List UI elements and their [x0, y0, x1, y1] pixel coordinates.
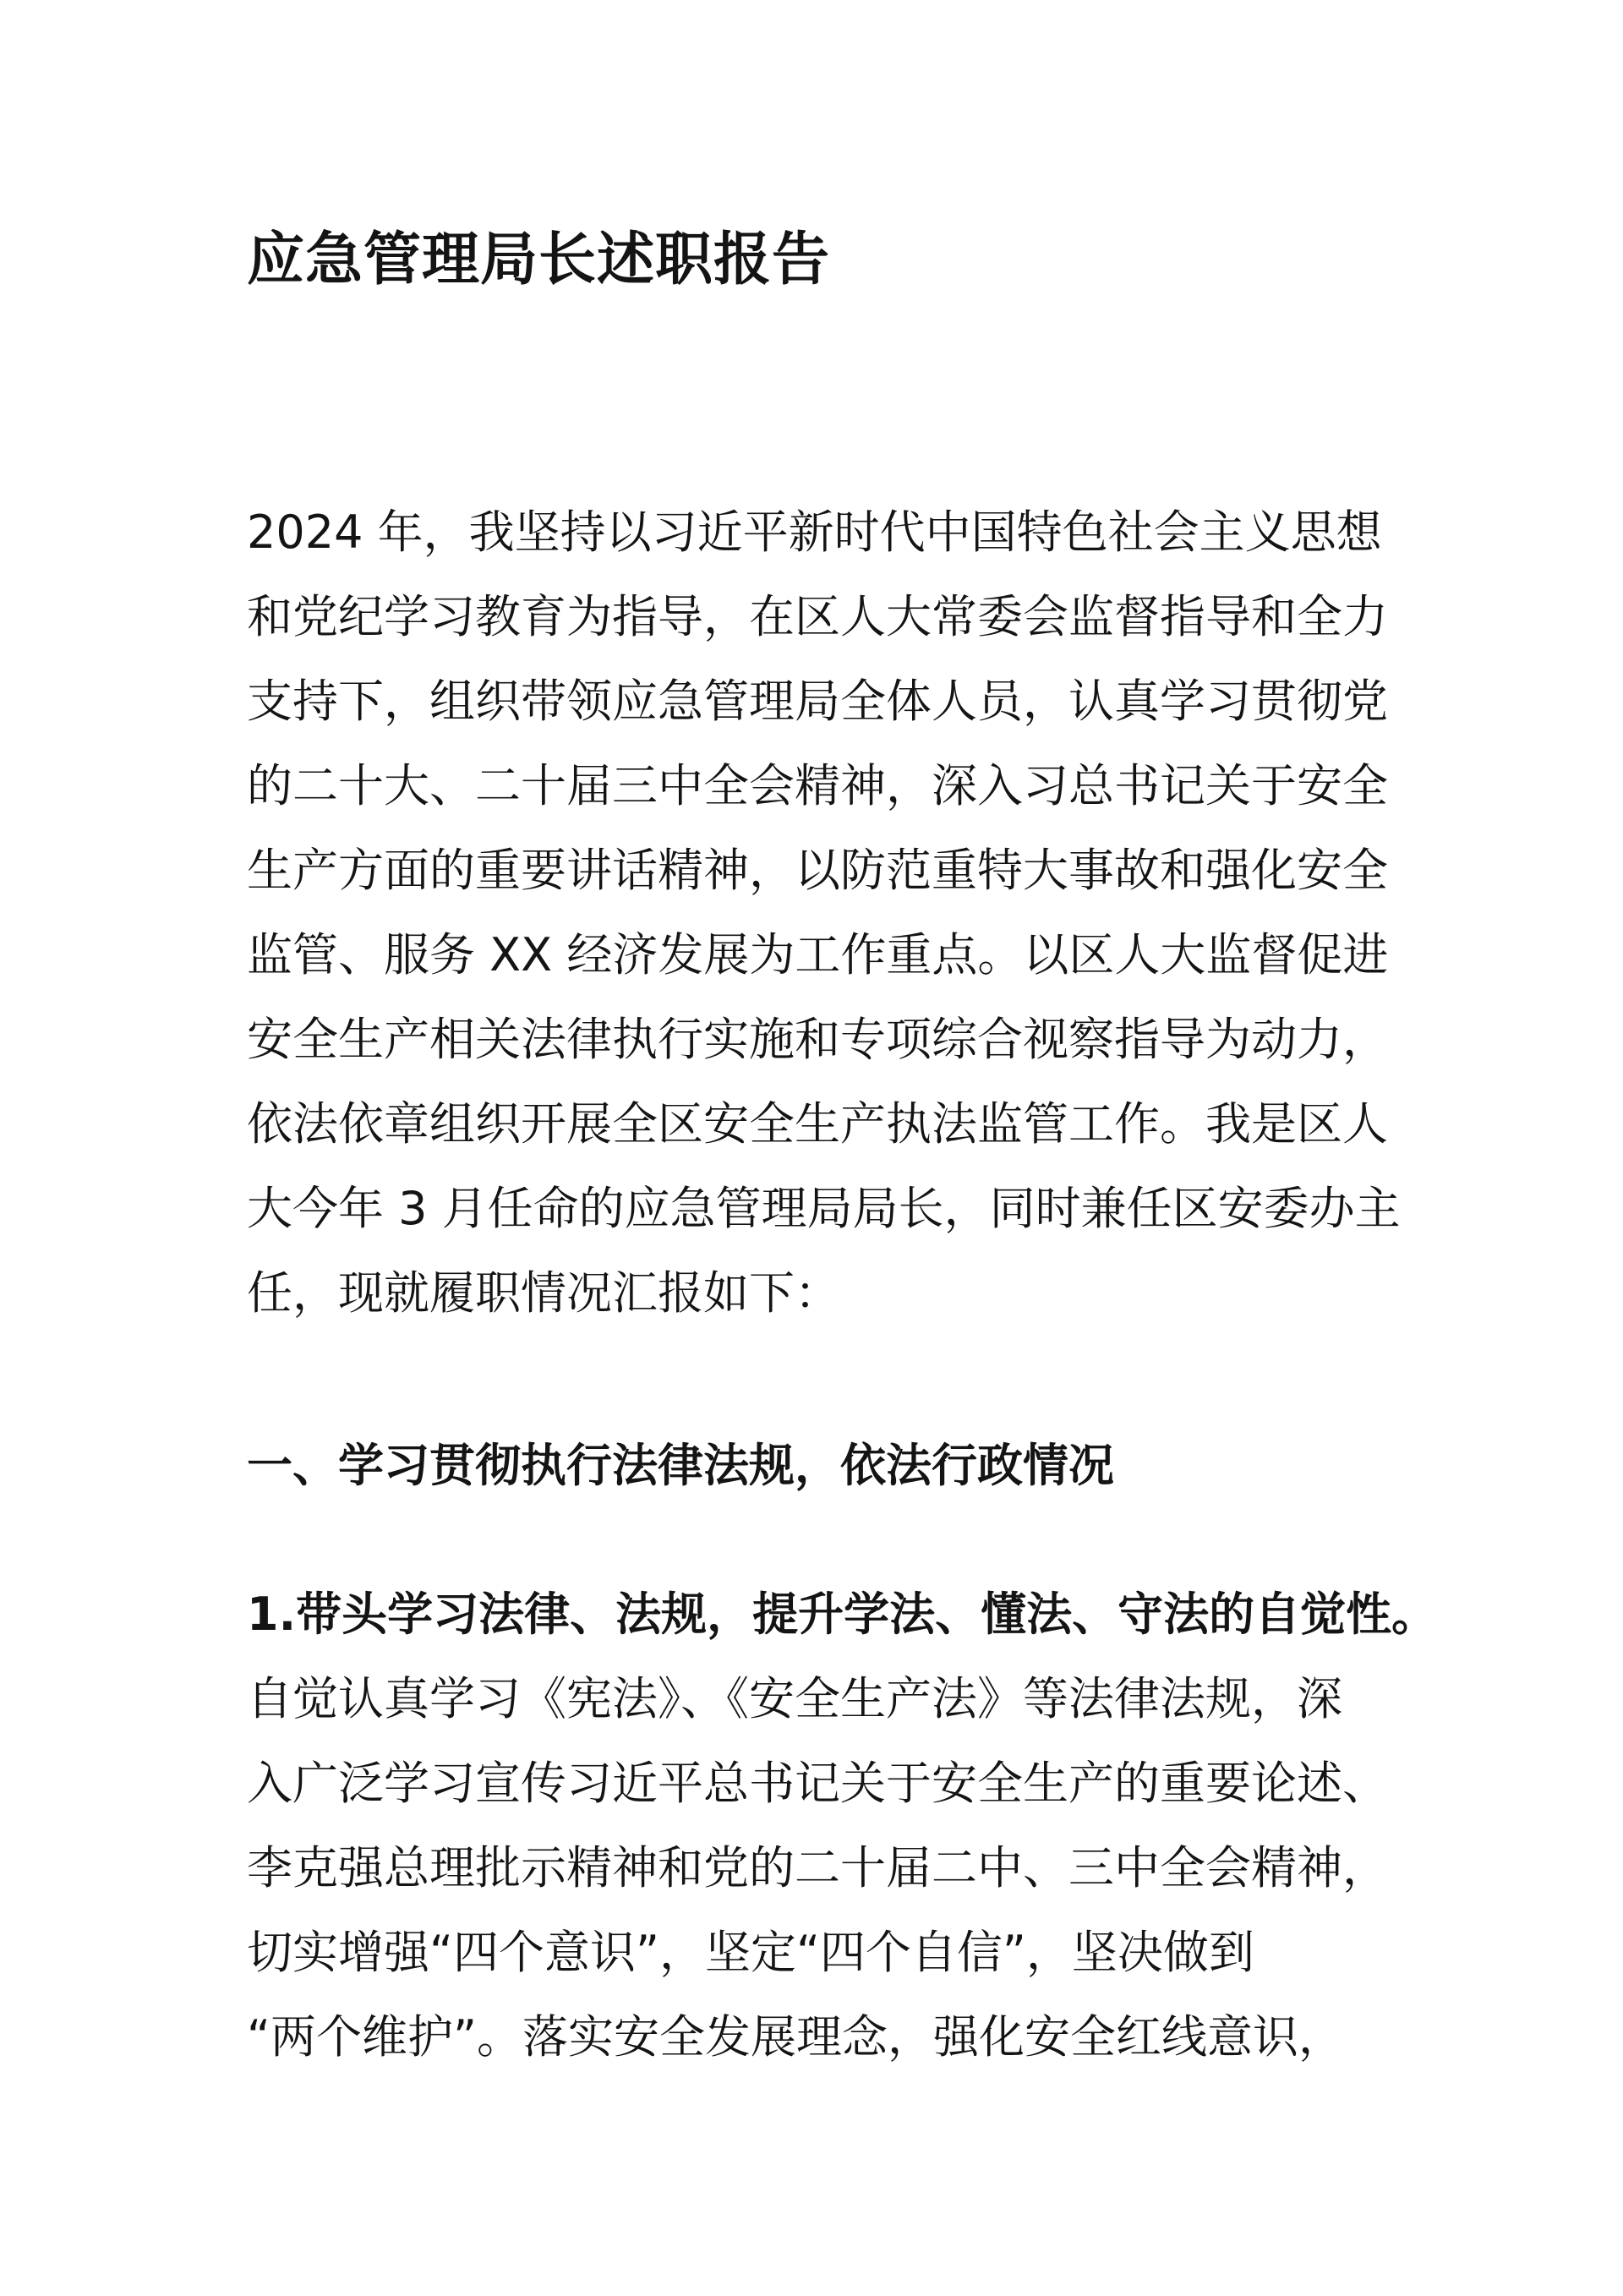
paragraph-line: 生产方面的重要讲话精神，以防范重特大事故和强化安全 [247, 844, 1388, 897]
paragraph-line: 入广泛学习宣传习近平总书记关于安全生产的重要论述、 [247, 1757, 1388, 1810]
item-heading: 1.带头学习法律、法规，提升学法、懂法、守法的自觉性。 [247, 1588, 1438, 1641]
paragraph-line: 李克强总理批示精神和党的二十届二中、三中全会精神， [247, 1841, 1388, 1894]
section-heading-text: 一、学习贯彻执行法律法规，依法行政情况 [247, 1439, 1114, 1492]
section-heading-1 [247, 1424, 1413, 1508]
paragraph-line: 的二十大、二十届三中全会精神，深入习总书记关于安全 [247, 759, 1388, 812]
paragraph-line: 支持下，组织带领应急管理局全体人员，认真学习贯彻党 [247, 675, 1388, 728]
paragraph-line: “两个维护”。落实安全发展理念，强化安全红线意识， [247, 2010, 1344, 2064]
intro-paragraph [247, 490, 1413, 1336]
paragraph-line: 监管、服务 XX 经济发展为工作重点。以区人大监督促进 [247, 928, 1389, 981]
paragraph-line: 大今年 3 月任命的应急管理局局长，同时兼任区安委办主 [247, 1182, 1401, 1235]
item-1-paragraph [247, 1572, 1438, 2080]
paragraph-line: 切实增强“四个意识”，坚定“四个自信”，坚决做到 [247, 1926, 1254, 1979]
paragraph-line: 2024 年，我坚持以习近平新时代中国特色社会主义思想 [247, 506, 1382, 559]
document-title: 应急管理局长述职报告 [247, 227, 831, 293]
paragraph-line: 和党纪学习教育为指导，在区人大常委会监督指导和全力 [247, 590, 1388, 643]
paragraph-line: 安全生产相关法律执行实施和专项综合视察指导为动力， [247, 1013, 1388, 1066]
paragraph-line: 任，现就履职情况汇报如下： [247, 1266, 840, 1320]
paragraph-line: 自觉认真学习《宪法》、《安全生产法》等法律法规，深 [247, 1672, 1342, 1725]
paragraph-line: 依法依章组织开展全区安全生产执法监管工作。我是区人 [247, 1097, 1388, 1151]
